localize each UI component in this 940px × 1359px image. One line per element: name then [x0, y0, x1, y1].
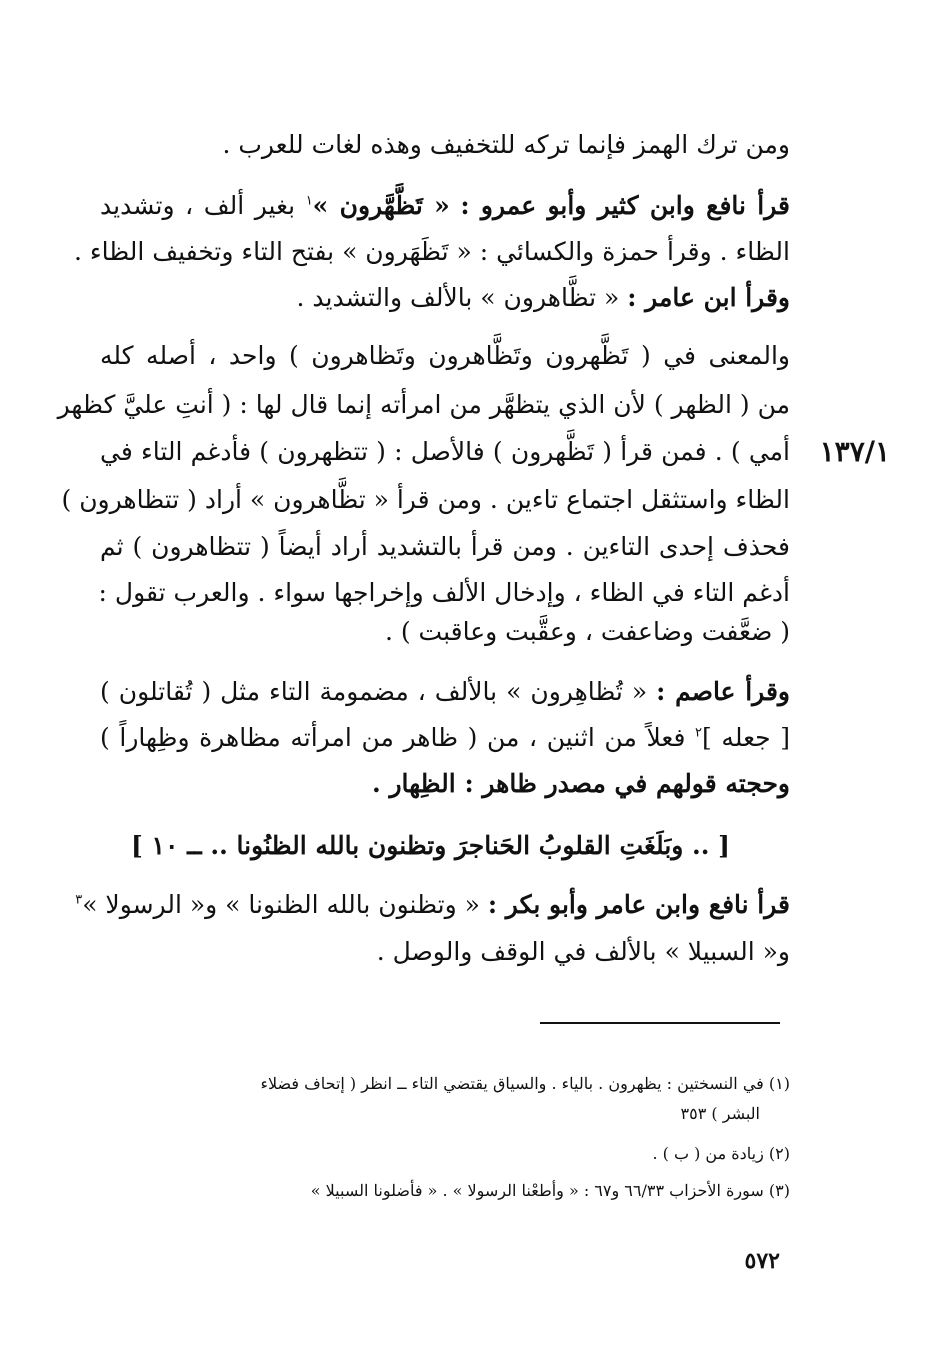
text-line-12: وقرأ عاصم : « تُظاهِرون » بالألف ، مضمومة التاء مثل ( تُقاتلون ) — [100, 677, 790, 706]
footnote-mark-3: ٣ — [75, 892, 83, 908]
footnote-mark-2: ٢ — [695, 725, 703, 741]
text-line-6: من ( الظهر ) لأن الذي يتظهَّر من امرأته إنما قال لها : ( أنتِ عليَّ كظهر — [57, 390, 790, 419]
text-line-10: أدغم التاء في الظاء ، وإدخال الألف وإخراجها سواء . والعرب تقول : — [98, 578, 790, 607]
text-line-2: قرأ نافع وابن كثير وأبو عمرو : « تَظَّهَّرون »$^١$ بغير ألف ، وتشديد — [100, 191, 790, 220]
text-line-14: وحجته قولهم في مصدر ظاهر : الظِهار . — [372, 769, 790, 798]
footnote-1-cont: البشر ) ٣٥٣ — [680, 1104, 760, 1123]
margin-reference: ١٣٧/١ — [819, 435, 890, 468]
text-line-7: أمي ) . فمن قرأ ( تَظَّهرون ) فالأصل : ( تتظهرون ) فأدغم التاء في — [100, 437, 790, 466]
verse-heading: [ .. وبَلَغَتِ القلوبُ الحَناجرَ وتظنون بالله الظنُونا .. ــ ١٠ ] — [130, 831, 730, 860]
text-line-16: قرأ نافع وابن عامر وأبو بكر : « وتظنون بالله الظنونا » و« الرسولا »$^٣$ — [75, 890, 790, 919]
text-line-4: وقرأ ابن عامر : « تظَّاهرون » بالألف والتشديد . — [296, 283, 790, 312]
footnote-1: (١) في النسختين : يظهرون . بالياء . والسياق يقتضي التاء ــ انظر ( إتحاف فضلاء — [260, 1074, 790, 1093]
text-line-11: ( ضعَّفت وضاعفت ، وعقَّبت وعاقبت ) . — [384, 617, 790, 646]
page-number: ٥٧٢ — [744, 1248, 780, 1274]
text-line-13: [ جعله ]$^٢$ فعلاً من اثنين ، من ( ظاهر من امرأته مظاهرة وظِهاراً ) — [100, 723, 790, 752]
text-line-9: فحذف إحدى التاءين . ومن قرأ بالتشديد أراد أيضاً ( تتظاهرون ) ثم — [100, 532, 790, 561]
footnote-separator — [540, 1022, 780, 1024]
text-line-1: ومن ترك الهمز فإنما تركه للتخفيف وهذه لغات للعرب . — [222, 130, 790, 159]
footnote-mark-1: ١ — [305, 193, 313, 209]
text-line-3: الظاء . وقرأ حمزة والكسائي : « تَظَهَرون » بفتح التاء وتخفيف الظاء . — [73, 237, 790, 266]
footnote-2: (٢) زيادة من ( ب ) . — [652, 1144, 790, 1163]
footnote-3: (٣) سورة الأحزاب ٦٦/٣٣ و٦٧ : « وأطعْنا الرسولا » . « فأضلونا السبيلا » — [310, 1181, 790, 1200]
text-line-17: و« السبيلا » بالألف في الوقف والوصل . — [376, 937, 790, 966]
text-line-8: الظاء واستثقل اجتماع تاءين . ومن قرأ « تظَّاهرون » أراد ( تتظاهرون ) — [61, 485, 790, 514]
text-line-5: والمعنى في ( تَظَّهرون وتَظَّاهرون وتَظاهرون ) واحد ، أصله كله — [100, 341, 790, 370]
